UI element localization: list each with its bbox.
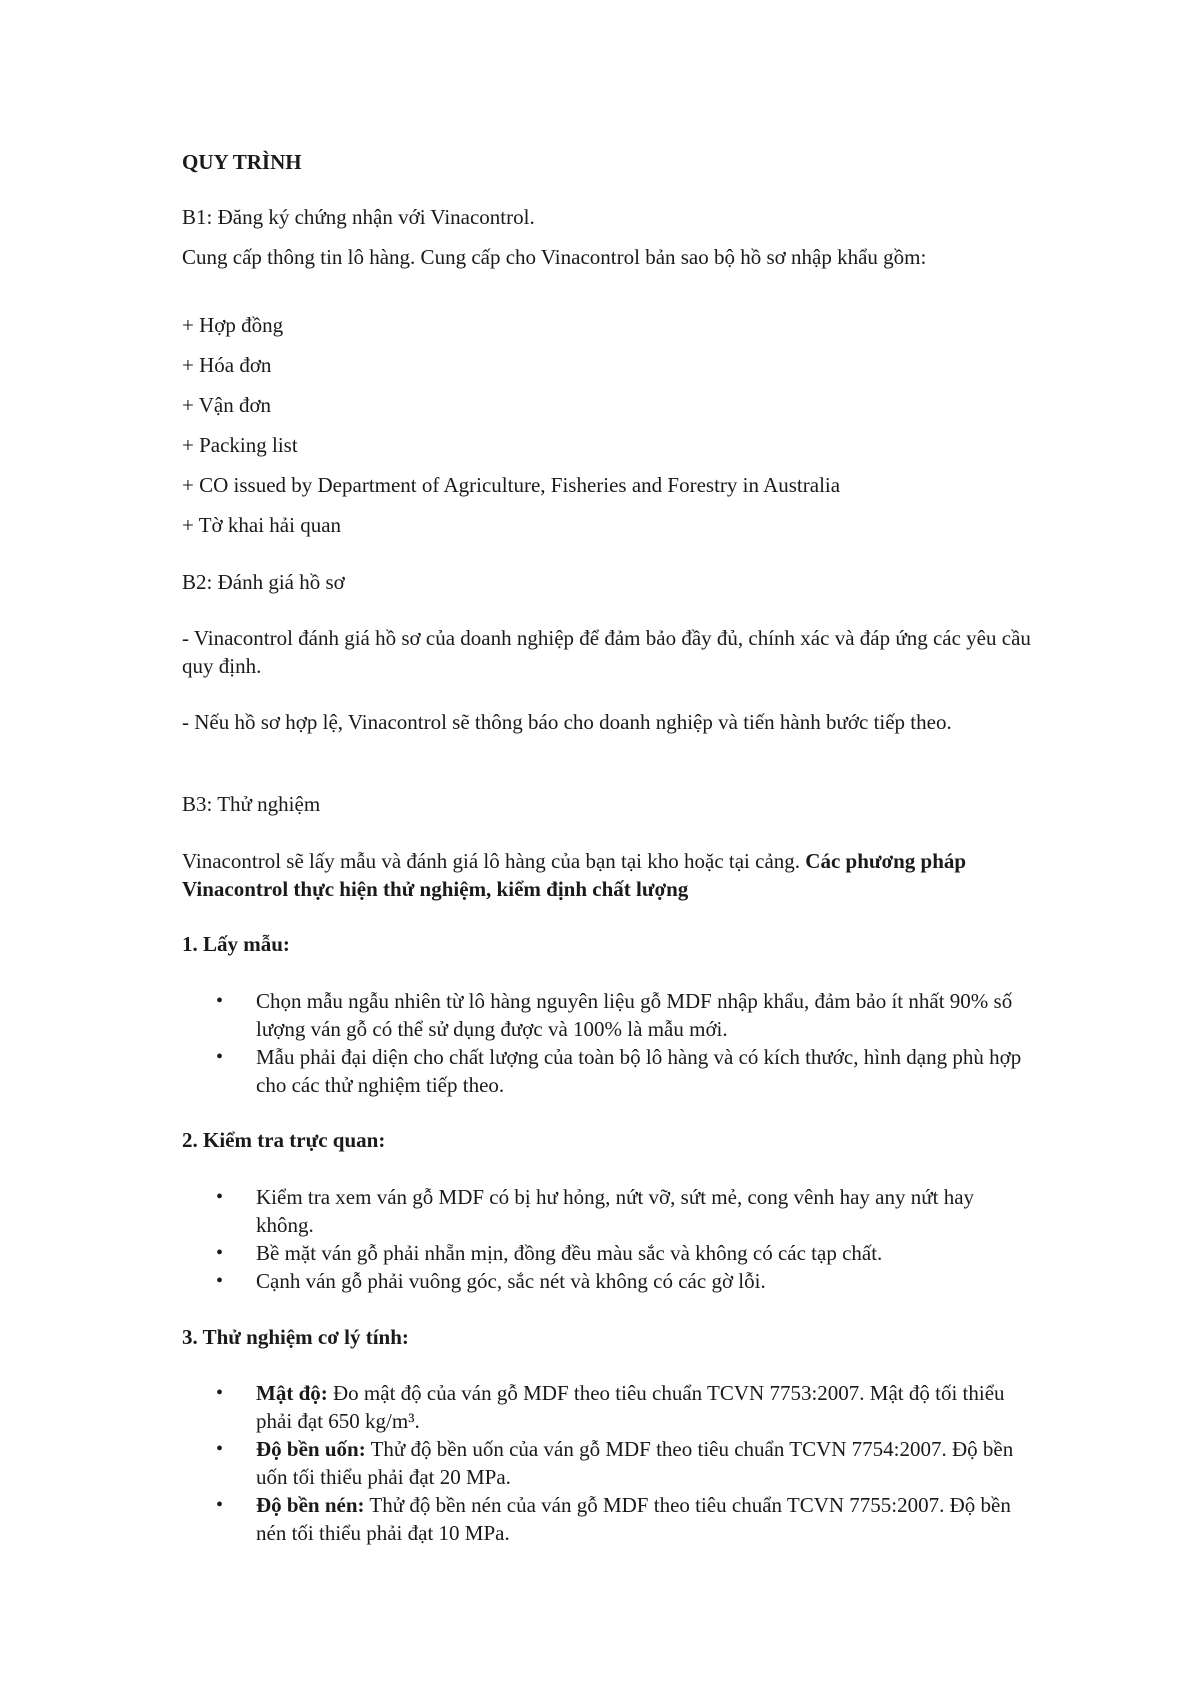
- b1-heading: B1: Đăng ký chứng nhận với Vinacontrol.: [182, 205, 535, 229]
- bullet-icon: •: [216, 1382, 224, 1404]
- b2-heading: B2: Đánh giá hồ sơ: [182, 570, 345, 594]
- b2-paragraph-1: - Vinacontrol đánh giá hồ sơ của doanh nghiệp để đảm bảo đầy đủ, chính xác và đáp ứng các yêu cầu quy định.: [182, 626, 1031, 678]
- section-1-heading: 1. Lấy mẫu:: [182, 932, 290, 956]
- term-description: Thử độ bền nén của ván gỗ MDF theo tiêu chuẩn TCVN 7755:2007. Độ bền nén tối thiểu phải đạt 10 MPa.: [256, 1493, 1011, 1545]
- b3-heading: B3: Thử nghiệm: [182, 792, 321, 816]
- list-item-text: [256, 1491, 1026, 1547]
- b1-intro: Cung cấp thông tin lô hàng. Cung cấp cho Vinacontrol bản sao bộ hồ sơ nhập khẩu gồm:: [182, 245, 927, 269]
- bullet-icon: •: [216, 1270, 224, 1292]
- term-description: Đo mật độ của ván gỗ MDF theo tiêu chuẩn TCVN 7753:2007. Mật độ tối thiểu phải đạt 650 kg/m³.: [256, 1381, 1005, 1433]
- term-description: Thử độ bền uốn của ván gỗ MDF theo tiêu chuẩn TCVN 7754:2007. Độ bền uốn tối thiểu phải đạt 20 MPa.: [256, 1437, 1014, 1489]
- b1-item: + Tờ khai hải quan: [182, 513, 342, 537]
- b1-item: + Vận đơn: [182, 393, 272, 417]
- b1-item: + Hợp đồng: [182, 313, 284, 337]
- list-item-text: Cạnh ván gỗ phải vuông góc, sắc nét và không có các gờ lỗi.: [256, 1269, 766, 1293]
- list-item-text: Bề mặt ván gỗ phải nhẵn mịn, đồng đều màu sắc và không có các tạp chất.: [256, 1241, 883, 1265]
- b3-intro-bold: Các phương pháp Vinacontrol thực hiện thử nghiệm, kiểm định chất lượng: [182, 849, 967, 901]
- b3-intro-text: Vinacontrol sẽ lấy mẫu và đánh giá lô hàng của bạn tại kho hoặc tại cảng.: [182, 849, 806, 873]
- bullet-icon: •: [216, 1494, 224, 1516]
- b1-item: + Hóa đơn: [182, 353, 272, 377]
- b3-intro: [182, 847, 1032, 903]
- term-label: Độ bền uốn:: [256, 1437, 366, 1461]
- term-label: Mật độ:: [256, 1381, 328, 1405]
- section-2-heading: 2. Kiểm tra trực quan:: [182, 1128, 386, 1152]
- bullet-icon: •: [216, 1242, 224, 1264]
- bullet-icon: •: [216, 1438, 224, 1460]
- list-item-text: Chọn mẫu ngẫu nhiên từ lô hàng nguyên liệu gỗ MDF nhập khẩu, đảm bảo ít nhất 90% số lượng ván gỗ có thể sử dụng được và 100% là mẫu mới.: [256, 989, 1013, 1041]
- list-item-text: [256, 1379, 1026, 1435]
- section-3-heading: 3. Thử nghiệm cơ lý tính:: [182, 1325, 409, 1349]
- term-label: Độ bền nén:: [256, 1493, 365, 1517]
- bullet-icon: •: [216, 1046, 224, 1068]
- b2-paragraph-2: - Nếu hồ sơ hợp lệ, Vinacontrol sẽ thông báo cho doanh nghiệp và tiến hành bước tiếp theo.: [182, 710, 952, 734]
- bullet-icon: •: [216, 1186, 224, 1208]
- list-item-text: Kiểm tra xem ván gỗ MDF có bị hư hỏng, nứt vỡ, sứt mẻ, cong vênh hay any nứt hay không.: [256, 1185, 975, 1237]
- document-title: QUY TRÌNH: [182, 150, 302, 174]
- bullet-icon: •: [216, 990, 224, 1012]
- list-item-text: [256, 1435, 1026, 1491]
- list-item-text: Mẫu phải đại diện cho chất lượng của toàn bộ lô hàng và có kích thước, hình dạng phù hợp cho các thử nghiệm tiếp theo.: [256, 1045, 1022, 1097]
- b1-item: + CO issued by Department of Agriculture, Fisheries and Forestry in Australia: [182, 473, 841, 497]
- b1-item: + Packing list: [182, 433, 298, 457]
